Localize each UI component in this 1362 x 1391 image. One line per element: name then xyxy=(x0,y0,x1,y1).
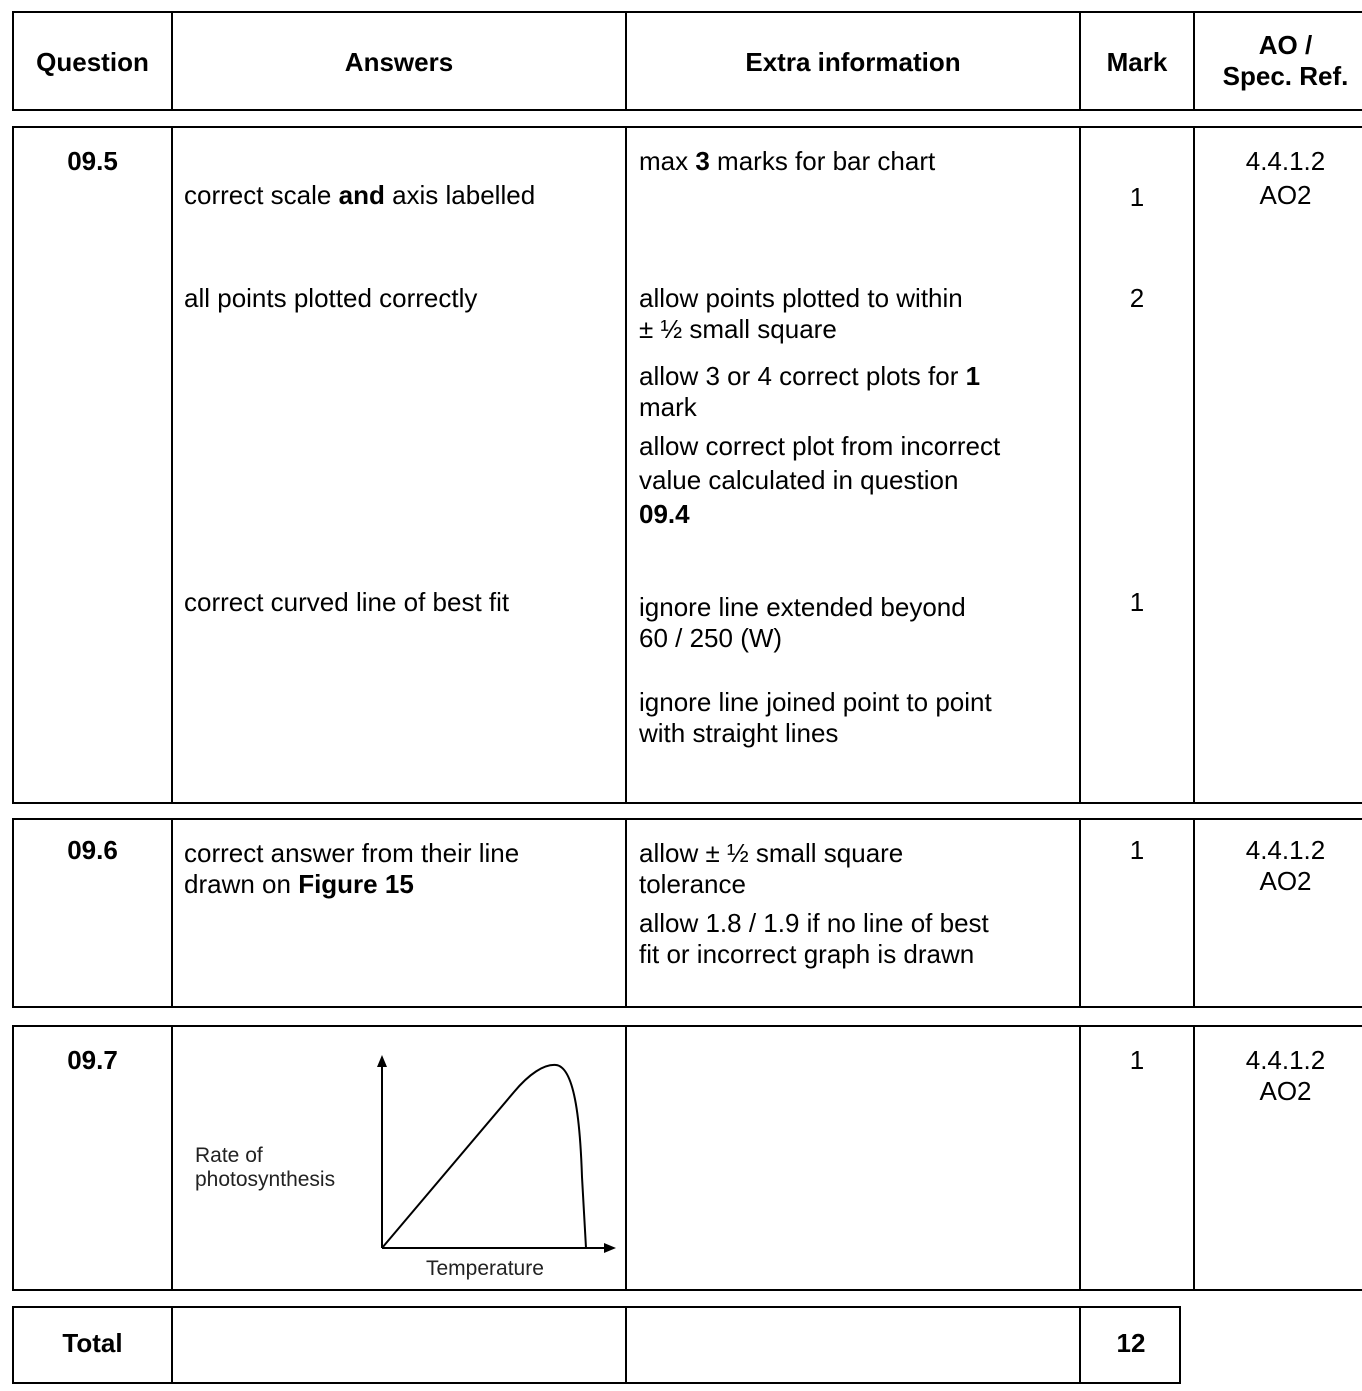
question-number: 09.7 xyxy=(67,1045,118,1075)
graph-xlabel: Temperature xyxy=(426,1257,544,1280)
question-block-09-7 xyxy=(12,1025,1362,1291)
extra-info-text: ignore line extended beyond xyxy=(639,592,966,622)
ao-spec-ref: 4.4.1.2 xyxy=(1245,146,1326,176)
col-divider xyxy=(171,1027,173,1289)
extra-info-text: 09.4 xyxy=(639,499,690,529)
extra-info-text: with straight lines xyxy=(639,718,839,748)
ao-code: AO2 xyxy=(1259,866,1312,896)
y-axis-arrow-icon xyxy=(377,1055,387,1067)
col-divider xyxy=(625,1308,627,1382)
question-block-09-5 xyxy=(12,126,1362,804)
x-axis-arrow-icon xyxy=(604,1243,616,1253)
header-question: Question xyxy=(36,47,149,77)
extra-info-text: 60 / 250 (W) xyxy=(639,623,783,653)
answer-text: correct scale and axis labelled xyxy=(184,180,536,210)
ao-code: AO2 xyxy=(1259,180,1312,210)
extra-info-text: fit or incorrect graph is drawn xyxy=(639,939,975,969)
mark-value: 1 xyxy=(1129,835,1145,865)
col-divider xyxy=(625,1027,627,1289)
mark-value: 1 xyxy=(1129,587,1145,617)
extra-info-text: ignore line joined point to point xyxy=(639,687,992,717)
header-mark: Mark xyxy=(1106,47,1168,77)
extra-info-text: allow ± ½ small square xyxy=(639,838,904,868)
question-block-09-6 xyxy=(12,818,1362,1008)
graph-ylabel-line1: Rate of xyxy=(195,1144,263,1167)
mark-value: 1 xyxy=(1129,182,1145,212)
question-number: 09.6 xyxy=(67,835,118,865)
total-label: Total xyxy=(62,1328,123,1358)
extra-info-text: allow correct plot from incorrect xyxy=(639,431,1001,461)
mark-value: 2 xyxy=(1129,283,1145,313)
answer-text: correct answer from their line xyxy=(184,838,520,868)
header-ao-line2: Spec. Ref. xyxy=(1222,61,1349,91)
col-divider xyxy=(625,820,627,1006)
extra-info-text: allow 3 or 4 correct plots for 1 xyxy=(639,361,981,391)
mark-value: 1 xyxy=(1129,1045,1145,1075)
question-number: 09.5 xyxy=(67,146,118,176)
col-divider xyxy=(1079,128,1081,802)
col-divider xyxy=(625,128,627,802)
header-ao-line1: AO / xyxy=(1258,30,1313,60)
total-row xyxy=(12,1306,1181,1384)
col-divider xyxy=(1193,128,1195,802)
extra-info-text: value calculated in question xyxy=(639,465,959,495)
answer-text: all points plotted correctly xyxy=(184,283,478,313)
col-divider xyxy=(171,1308,173,1382)
ao-spec-ref: 4.4.1.2 xyxy=(1245,1045,1326,1075)
sketch-graph xyxy=(184,1037,624,1287)
header-row xyxy=(12,11,1362,111)
col-divider xyxy=(171,128,173,802)
ao-spec-ref: 4.4.1.2 xyxy=(1245,835,1326,865)
extra-info-text: ± ½ small square xyxy=(639,314,837,344)
col-divider xyxy=(171,820,173,1006)
extra-info-text: mark xyxy=(639,392,697,422)
extra-info-text: max 3 marks for bar chart xyxy=(639,146,936,176)
header-answers: Answers xyxy=(344,47,454,77)
graph-ylabel-line2: photosynthesis xyxy=(195,1168,336,1191)
extra-info-text: tolerance xyxy=(639,869,746,899)
total-mark: 12 xyxy=(1116,1328,1146,1358)
header-extra-information: Extra information xyxy=(745,47,961,77)
extra-info-text: allow points plotted to within xyxy=(639,283,963,313)
extra-info-text: allow 1.8 / 1.9 if no line of best xyxy=(639,908,989,938)
answer-text: correct curved line of best fit xyxy=(184,587,510,617)
ao-code: AO2 xyxy=(1259,1076,1312,1106)
rate-curve xyxy=(382,1065,586,1248)
answer-text: drawn on Figure 15 xyxy=(184,869,414,899)
